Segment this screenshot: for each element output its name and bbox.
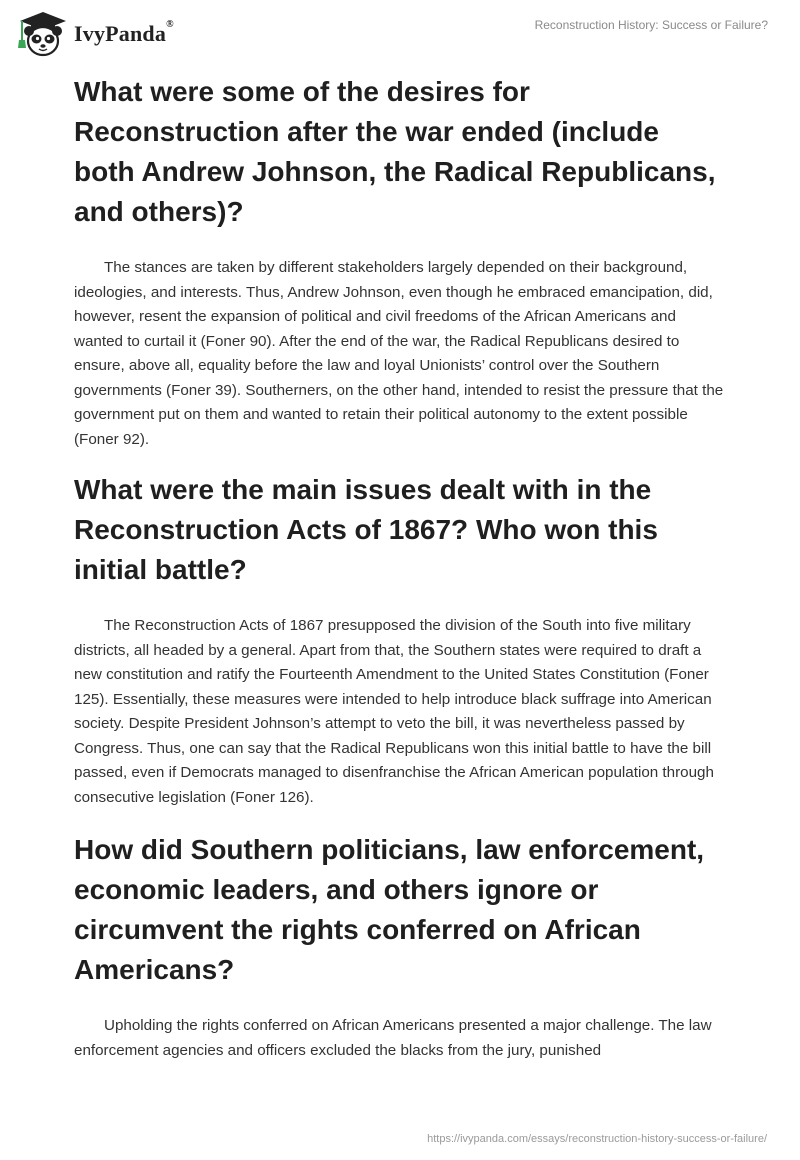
section-heading: How did Southern politicians, law enforcement, economic leaders, and others ignore or circumvent the rights conferred on African Americans? [74,834,705,985]
essay-body [74,70,724,1063]
logo[interactable] [16,10,174,58]
section [74,72,724,452]
panda-graduate-icon [16,10,70,58]
section-heading: What were some of the desires for Reconstruction after the war ended (include both Andrew Johnson, the Radical Republicans, and others)? [74,76,716,227]
source-url[interactable]: https://ivypanda.com/essays/reconstruction-history-success-or-failure/ [427,1133,767,1145]
section [74,830,724,1063]
document-title: Reconstruction History: Success or Failure? [534,18,768,32]
registered-mark: ® [166,19,174,30]
section-paragraph: Upholding the rights conferred on African Americans presented a major challenge. The law enforcement agencies and officers excluded the blacks from the jury, punished [74,1017,712,1059]
section-paragraph: The Reconstruction Acts of 1867 presupposed the division of the South into five military districts, all headed by a general. Apart from that, the Southern states were required to draft a new constitution and ratify the Fourteenth Amendment to the United States Constitution (Foner 125). Essentially, these measures were intended to help introduce black suffrage into American society. Despite President Johnson’s attempt to veto the bill, it was nevertheless passed by Congress. Thus, one can say that the Radical Republicans won this initial battle to have the bill passed, even if Democrats managed to disenfranchise the African American population through consecutive legislation (Foner 126). [74,617,714,806]
section-heading: What were the main issues dealt with in the Reconstruction Acts of 1867? Who won this initial battle? [74,474,658,585]
page-header [0,0,800,64]
logo-text: IvyPanda® [74,19,174,46]
section-paragraph: The stances are taken by different stakeholders largely depended on their background, ideologies, and interests. Thus, Andrew Johnson, even though he embraced emancipation, did, however, resent the expansion of political and civil freedoms of the African Americans and wanted to curtail it (Foner 90). After the end of the war, the Radical Republicans desired to ensure, above all, equality before the law and loyal Unionists’ control over the Southern governments (Foner 39). Southerners, on the other hand, intended to resist the pressure that the government put on them and wanted to retain their political autonomy to the extent possible (Foner 92). [74,259,724,448]
section [74,470,724,810]
